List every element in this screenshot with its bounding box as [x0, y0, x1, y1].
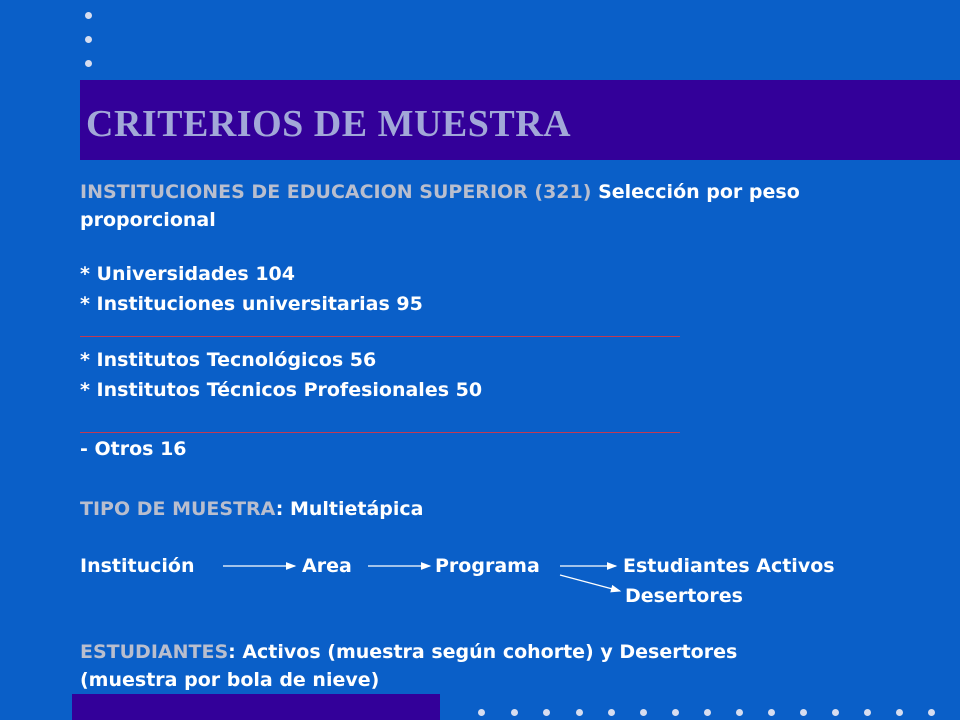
- arrow-programa-desertores: [560, 575, 620, 591]
- list-item: - Otros 16: [80, 438, 187, 460]
- flow-institucion: Institución: [80, 555, 195, 577]
- decor-dot: [864, 709, 871, 716]
- decor-dot: [896, 709, 903, 716]
- estudiantes-line: [80, 640, 737, 664]
- decor-dot: [704, 709, 711, 716]
- list-item: * Instituciones universitarias 95: [80, 293, 423, 315]
- tipo-label: TIPO DE MUESTRA: [80, 498, 276, 520]
- instituciones-method: Selección por peso: [598, 181, 800, 203]
- estudiantes-value: : Activos (muestra según cohorte) y Desertores: [228, 641, 738, 663]
- estudiantes-label: ESTUDIANTES: [80, 641, 229, 663]
- flow-desertores: Desertores: [625, 585, 743, 607]
- decor-dot: [832, 709, 839, 716]
- decor-dot: [543, 709, 550, 716]
- bottom-bar: [72, 694, 440, 720]
- decor-dot: [800, 709, 807, 716]
- decor-dot: [576, 709, 583, 716]
- estudiantes-value-cont: (muestra por bola de nieve): [80, 669, 380, 691]
- flow-programa: Programa: [435, 555, 540, 577]
- flow-area: Area: [302, 555, 352, 577]
- decor-dot: [608, 709, 615, 716]
- decor-dot: [928, 709, 935, 716]
- instituciones-label: INSTITUCIONES DE EDUCACION SUPERIOR (321): [80, 181, 592, 203]
- decor-dot: [736, 709, 743, 716]
- flow-estudiantes: Estudiantes Activos: [623, 555, 835, 577]
- decor-dot: [478, 709, 485, 716]
- decor-dot: [511, 709, 518, 716]
- instituciones-method-cont: proporcional: [80, 209, 216, 231]
- page-title: CRITERIOS DE MUESTRA: [86, 103, 572, 145]
- decor-dot: [640, 709, 647, 716]
- decor-dot: [768, 709, 775, 716]
- decor-dot: [672, 709, 679, 716]
- tipo-value: : Multietápica: [275, 498, 424, 520]
- list-item: * Universidades 104: [80, 263, 295, 285]
- list-item: * Institutos Tecnológicos 56: [80, 349, 377, 371]
- list-item: * Institutos Técnicos Profesionales 50: [80, 379, 483, 401]
